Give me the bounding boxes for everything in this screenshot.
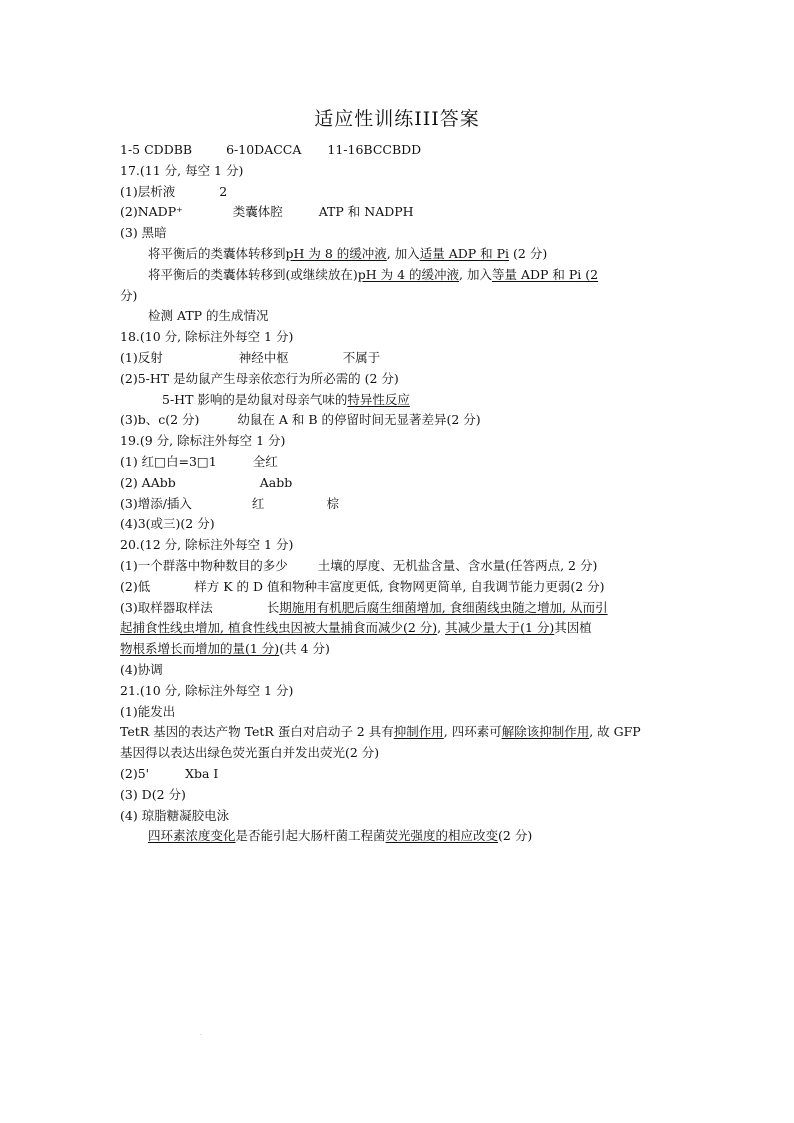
q19-line-3: [120, 494, 680, 515]
q20-3-underline: 期施用有机肥后腐生细菌增加, 食细菌线虫随之增加, 从而引: [279, 599, 608, 615]
q20-4-comma: ,: [437, 620, 446, 636]
q18-3-text: 5-HT 影响的是幼鼠对母亲气味的: [162, 391, 348, 407]
q17-line-3: (3) 黑暗: [120, 225, 167, 241]
q20-line-5: [120, 639, 680, 660]
q18-1-answer-c: 不属于: [342, 349, 381, 365]
q17-5-score: (2: [581, 266, 599, 282]
q17-5-text-a: 将平衡后的类囊体转移到(或继续放在): [148, 266, 358, 282]
q21-2-text-c: , 四环素可: [443, 724, 502, 740]
q17-4-score: (2 分): [509, 245, 548, 261]
q21-line-1: (1)能发出: [120, 703, 176, 719]
q21-4-answer-a: (2)5': [120, 765, 150, 781]
q20-3-text-b: 长: [266, 599, 280, 615]
q18-1-answer-a: (1)反射: [120, 349, 163, 365]
q19-3-answer-a: (3)增添/插入: [120, 495, 192, 511]
q17-4-text-a: 将平衡后的类囊体转移到: [148, 245, 286, 261]
q19-line-2: [120, 473, 680, 494]
q17-line-5: [120, 265, 680, 286]
q20-5-total: (共 4 分): [279, 641, 330, 657]
q17-4-underline-adp: 适量 ADP 和 Pi: [419, 245, 510, 261]
q17-line-7: 检测 ATP 的生成情况: [148, 308, 269, 324]
q21-7-score: (2 分): [498, 828, 533, 844]
q17-1-answer-a: (1)层析液: [120, 183, 176, 199]
q18-3-underline: 特异性反应: [347, 391, 410, 407]
q17-2-answer-b: 类囊体腔: [232, 204, 283, 220]
q17-line-4: [120, 244, 680, 265]
q21-line-7: [120, 826, 680, 847]
q21-2-underline-d: 解除该抑制作用: [501, 724, 590, 740]
q20-4-underline-a: 起捕食性线虫增加, 植食性线虫因被大量捕食而减少(2 分): [120, 620, 438, 636]
q21-2-text-e: , 故 GFP: [589, 724, 641, 740]
q17-1-answer-b: 2: [219, 183, 228, 199]
q17-line-1: [120, 182, 680, 203]
q18-4-answer-a: (3)b、c(2 分): [120, 412, 200, 428]
footer-mark: .: [200, 1030, 202, 1037]
q20-5-underline: 物根系增长而增加的量(1 分): [120, 641, 280, 657]
q19-heading: 19.(9 分, 除标注外每空 1 分): [120, 433, 286, 449]
q18-line-4: [120, 410, 680, 431]
choice-answers-11-16: 11-16BCCBDD: [327, 142, 422, 157]
q20-3-answer-a: (3)取样器取样法: [120, 599, 213, 615]
q17-5-underline-ph4: pH 为 4 的缓冲液: [357, 266, 460, 282]
q18-line-2: (2)5-HT 是幼鼠产生母亲依恋行为所必需的 (2 分): [120, 370, 399, 386]
q21-line-2: [120, 722, 680, 743]
q17-line-6: 分): [120, 287, 138, 303]
q21-line-5: (3) D(2 分): [120, 786, 186, 802]
q21-heading: 21.(10 分, 除标注外每空 1 分): [120, 682, 294, 698]
q18-4-answer-b: 幼鼠在 A 和 B 的停留时间无显著差异(2 分): [237, 412, 481, 428]
q21-2-underline-b: 抑制作用: [393, 724, 444, 740]
q21-line-4: [120, 764, 680, 785]
q19-3-answer-b: 红: [251, 495, 265, 511]
q19-1-answer-b: 全红: [252, 453, 278, 469]
q17-4-underline-ph8: pH 为 8 的缓冲液: [285, 245, 387, 261]
q20-2-answer-b: 样方 K 的 D 值和物种丰富度更低, 食物网更简单, 自我调节能力更弱(2 分): [194, 578, 605, 594]
q21-7-text-b: 是否能引起大肠杆菌工程菌: [235, 828, 386, 844]
q20-heading: 20.(12 分, 除标注外每空 1 分): [120, 537, 294, 553]
q20-line-4: [120, 618, 680, 639]
choice-answers-6-10: 6-10DACCA: [226, 142, 302, 157]
q19-1-answer-a: (1) 红□白=3□1: [120, 453, 217, 469]
q20-line-3: [120, 598, 680, 619]
q21-line-6: (4) 琼脂糖凝胶电泳: [120, 807, 230, 823]
q21-line-3: 基因得以表达出绿色荧光蛋白并发出荧光(2 分): [120, 745, 380, 761]
choice-answers-line: [120, 140, 680, 161]
q19-line-1: [120, 452, 680, 473]
answer-content: [120, 140, 680, 847]
q20-2-answer-a: (2)低: [120, 578, 151, 594]
q19-2-answer-a: (2) AAbb: [120, 474, 176, 490]
q18-line-1: [120, 348, 680, 369]
q18-heading: 18.(10 分, 除标注外每空 1 分): [120, 329, 294, 345]
q21-4-answer-b: Xba I: [185, 765, 219, 781]
q17-heading: 17.(11 分, 每空 1 分): [120, 162, 244, 178]
q20-line-6: (4)协调: [120, 661, 163, 677]
q18-1-answer-b: 神经中枢: [238, 349, 289, 365]
q20-4-text-d: 其因植: [554, 620, 592, 636]
q17-5-underline-adp: 等量 ADP 和 Pi: [492, 266, 582, 282]
q21-2-text-a: TetR 基因的表达产物 TetR 蛋白对启动子 2 具有: [120, 724, 394, 740]
q20-1-answer-a: (1)一个群落中物种数目的多少: [120, 557, 288, 573]
q20-line-2: [120, 577, 680, 598]
q20-line-1: [120, 556, 680, 577]
page-title: 适应性训练III答案: [314, 108, 480, 130]
q21-7-underline-a: 四环素浓度变化: [148, 828, 236, 844]
choice-answers-1-5: 1-5 CDDBB: [120, 142, 193, 157]
q17-5-text-c: , 加入: [459, 266, 492, 282]
q19-3-answer-c: 棕: [326, 495, 339, 511]
q17-line-2: [120, 202, 680, 223]
q17-2-answer-a: (2)NADP⁺: [120, 204, 183, 220]
q17-2-answer-c: ATP 和 NADPH: [318, 204, 414, 220]
q19-line-4: (4)3(或三)(2 分): [120, 516, 215, 532]
q21-7-underline-c: 荧光强度的相应改变: [385, 828, 499, 844]
q17-4-text-c: , 加入: [386, 245, 420, 261]
q18-line-3: [120, 390, 680, 411]
q20-1-answer-b: 土壤的厚度、无机盐含量、含水量(任答两点, 2 分): [317, 557, 598, 573]
q20-4-underline-c: 其减少量大于(1 分): [445, 620, 555, 636]
q19-2-answer-b: Aabb: [259, 474, 293, 490]
